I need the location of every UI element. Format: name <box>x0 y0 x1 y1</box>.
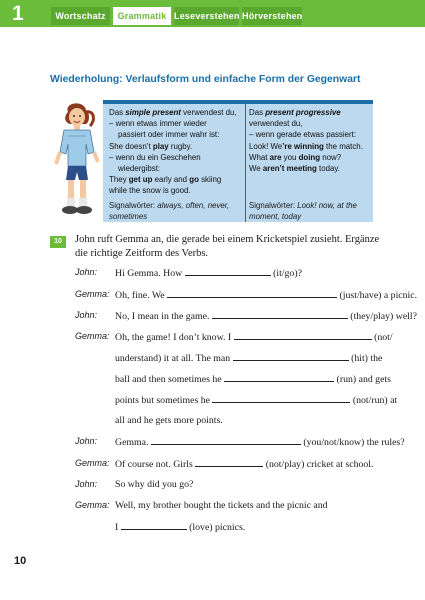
dialogue-line <box>75 267 395 281</box>
section-title: Wiederholung: Verlaufsform und einfache Form der Gegenwart <box>50 74 361 85</box>
dialogue-line <box>75 331 395 345</box>
dialogue-text-before-gap: Well, my brother bought the tickets and the picnic and <box>115 500 328 511</box>
simple-present-example-1: She doesn’t play rugby. <box>109 141 193 151</box>
dialogue-text-after-gap: (run) and gets <box>334 374 391 385</box>
dialogue-line <box>75 310 417 324</box>
dialogue-text-after-gap: (just/have) a picnic. <box>337 290 418 301</box>
dialogue-line <box>75 373 395 387</box>
dialogue-text-before-gap: Oh, fine. We <box>115 290 168 301</box>
simple-present-example-2: They get up early and go skiing <box>109 175 222 185</box>
dialogue-line <box>75 415 395 429</box>
present-progressive-example-1: Look! We’re winning the match. <box>249 141 363 151</box>
dialogue-text-before-gap: Oh, the game! I don’t know. I <box>115 332 234 343</box>
speaker-label: Gemma: <box>75 500 110 510</box>
present-progressive-signal-words: Signalwörter: Look! now, at the moment, today <box>249 201 357 222</box>
dialogue-text <box>115 415 405 426</box>
dialogue-text-before-gap: points but sometimes he <box>115 395 213 406</box>
dialogue-text-before-gap: I <box>115 522 121 533</box>
speaker-label: Gemma: <box>75 458 110 468</box>
dialogue-text-before-gap: understand) it at all. The man <box>115 353 233 364</box>
dialogue-text <box>115 331 405 343</box>
speaker-label: Gemma: <box>75 289 110 299</box>
speaker-label: John: <box>75 436 98 446</box>
tab-hoerverstehen[interactable]: Hörverstehen <box>242 7 302 25</box>
dialogue-line <box>75 500 395 514</box>
tab-leseverstehen[interactable]: Leseverstehen <box>174 7 239 25</box>
dialogue-text-after-gap: (you/not/know) the rules? <box>300 437 405 448</box>
dialogue-line <box>75 479 395 493</box>
dialogue-text <box>115 500 405 511</box>
present-progressive-example-2: What are you doing now? <box>249 152 342 162</box>
unit-number: 1 <box>0 0 46 27</box>
dialogue-text-before-gap: all and he gets more points. <box>115 415 223 426</box>
girl-illustration <box>50 100 106 222</box>
answer-gap[interactable] <box>151 436 301 445</box>
dialogue-text-before-gap: ball and then sometimes he <box>115 374 225 385</box>
dialogue-text-before-gap: No, I mean in the game. <box>115 311 212 322</box>
dialogue-text <box>115 458 405 470</box>
dialogue-line <box>75 394 398 408</box>
speaker-label: Gemma: <box>75 331 110 341</box>
present-progressive-column <box>249 107 369 174</box>
dialogue-text-after-gap: (not/run) at <box>350 395 398 406</box>
dialogue-line <box>75 458 395 472</box>
simple-present-rule-2: – wenn du ein Geschehen <box>109 152 201 162</box>
answer-gap[interactable] <box>212 394 350 403</box>
dialogue-text <box>115 373 405 385</box>
dialogue-text-after-gap: (it/go)? <box>270 268 302 279</box>
grammar-info-box <box>103 100 373 222</box>
simple-present-example-2-cont: while the snow is good. <box>109 186 191 196</box>
dialogue-text <box>115 394 405 406</box>
speaker-label: John: <box>75 310 98 320</box>
answer-gap[interactable] <box>185 267 271 276</box>
grammar-box-divider <box>245 104 246 222</box>
dialogue-text-after-gap: (they/play) well? <box>347 311 417 322</box>
answer-gap[interactable] <box>212 310 348 319</box>
dialogue-text-before-gap: Hi Gemma. How <box>115 268 185 279</box>
exercise-number-badge: 10 <box>50 236 66 248</box>
dialogue-text-after-gap: (hit) the <box>348 353 383 364</box>
simple-present-signal-words: Signalwörter: always, often, never, sometimes <box>109 201 230 222</box>
dialogue-text-after-gap: (not/play) cricket at school. <box>263 459 374 470</box>
dialogue-text <box>115 521 405 533</box>
dialogue-text <box>115 352 405 364</box>
dialogue-text-after-gap: (love) picnics. <box>186 522 246 533</box>
answer-gap[interactable] <box>224 373 334 382</box>
exercise-instruction: John ruft Gemma an, die gerade bei einem Kricketspiel zusieht. Ergänze die richtige Zeitform des Verbs. <box>75 234 380 259</box>
present-progressive-intro: Das present progressive <box>249 108 341 117</box>
tab-wortschatz[interactable]: Wortschatz <box>51 7 110 25</box>
answer-gap[interactable] <box>234 331 372 340</box>
dialogue-text <box>115 436 405 448</box>
answer-gap[interactable] <box>167 289 337 298</box>
simple-present-column <box>109 107 242 197</box>
present-progressive-intro-cont: verwendest du, <box>249 119 303 129</box>
tab-grammatik[interactable]: Grammatik <box>113 7 171 25</box>
answer-gap[interactable] <box>195 458 263 467</box>
dialogue-text-before-gap: So why did you go? <box>115 479 194 490</box>
dialogue-text-before-gap: Gemma. <box>115 437 151 448</box>
dialogue-text <box>115 267 405 279</box>
dialogue-text <box>115 479 405 490</box>
simple-present-rule-1-cont: passiert oder immer wahr ist: <box>118 130 220 140</box>
present-progressive-rule: – wenn gerade etwas passiert: <box>249 130 357 140</box>
speaker-label: John: <box>75 267 98 277</box>
dialogue-line <box>75 289 418 303</box>
dialogue-line <box>75 436 405 450</box>
answer-gap[interactable] <box>121 521 187 530</box>
dialogue-text <box>115 289 418 301</box>
simple-present-rule-2-cont: wiedergibst: <box>118 164 161 174</box>
answer-gap[interactable] <box>233 352 349 361</box>
dialogue-text-before-gap: Of course not. Girls <box>115 459 196 470</box>
dialogue-line <box>75 352 395 366</box>
dialogue-line <box>75 521 395 535</box>
page-number: 10 <box>14 555 27 567</box>
dialogue-text <box>115 310 417 322</box>
present-progressive-example-3: We aren’t meeting today. <box>249 164 340 174</box>
speaker-label: John: <box>75 479 98 489</box>
simple-present-rule-1: – wenn etwas immer wieder <box>109 119 207 129</box>
simple-present-intro: Das simple present verwendest du, <box>109 108 237 117</box>
dialogue-text-after-gap: (not/ <box>371 332 393 343</box>
